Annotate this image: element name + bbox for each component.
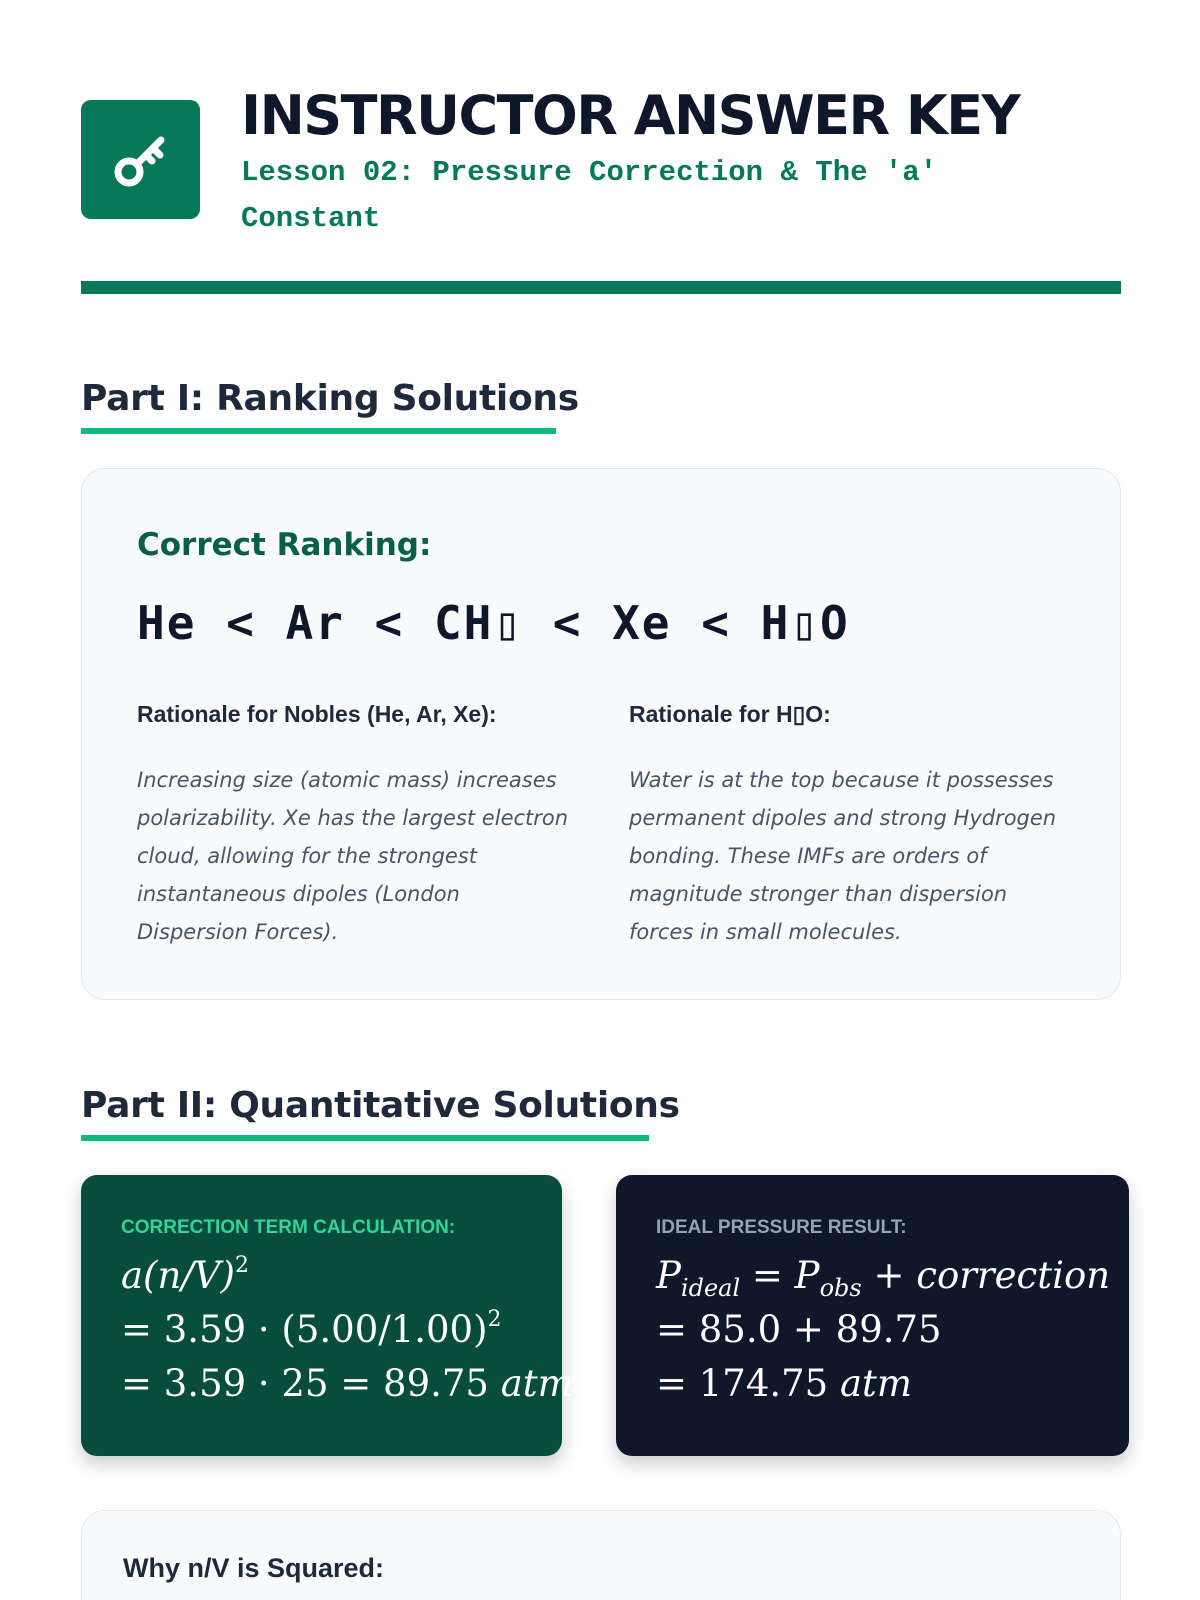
obs-subscript: obs — [819, 1274, 862, 1302]
correction-word: correction — [916, 1254, 1111, 1297]
correction-term-label: CORRECTION TERM CALCULATION: — [121, 1217, 456, 1238]
rationale-nobles — [137, 699, 577, 951]
section-title-part1: Part I: Ranking Solutions — [81, 378, 556, 434]
ranking-sequence: He < Ar < CH▯ < Xe < H▯O — [137, 596, 850, 650]
rationale-nobles-body: Increasing size (atomic mass) increases polarizability. Xe has the largest electron cloud, allowing for the strongest instantaneous dipoles (London Dispersion Forces). — [137, 768, 569, 944]
correction-exponent-2: 2 — [487, 1307, 502, 1332]
header-divider — [81, 281, 1121, 294]
ideal-line-3 — [656, 1357, 1089, 1411]
ideal-plus: + — [861, 1254, 917, 1297]
ranking-heading: Correct Ranking: — [137, 527, 432, 563]
ideal-pressure-label: IDEAL PRESSURE RESULT: — [656, 1217, 907, 1238]
why-squared-title: Why n/V is Squared: — [123, 1553, 385, 1583]
ranking-card — [81, 468, 1121, 1000]
rationale-water — [629, 699, 1069, 951]
correction-line-3 — [121, 1357, 573, 1411]
correction-result: = 3.59 · 25 = 89.75 — [121, 1362, 489, 1405]
page-header — [81, 84, 1121, 242]
section-title-part2: Part II: Quantitative Solutions — [81, 1085, 649, 1141]
obs-p-symbol: P — [794, 1254, 820, 1297]
correction-expr: a(n/V) — [121, 1254, 235, 1297]
ideal-equals: = — [740, 1254, 795, 1297]
ideal-line-2 — [656, 1303, 1089, 1357]
correction-substitution: = 3.59 · (5.00/1.00) — [121, 1308, 488, 1351]
header-text — [241, 84, 1019, 242]
ideal-pressure-math — [656, 1249, 1111, 1411]
rationale-nobles-title: Rationale for Nobles (He, Ar, Xe): — [137, 701, 497, 727]
page-title: INSTRUCTOR ANSWER KEY — [241, 84, 1020, 147]
ideal-p-symbol: P — [656, 1254, 681, 1297]
correction-term-math — [121, 1249, 573, 1411]
key-icon — [109, 128, 173, 192]
correction-unit: atm — [500, 1362, 573, 1405]
ideal-substitution: = 85.0 + 89.75 — [656, 1308, 942, 1351]
correction-line-2 — [121, 1303, 522, 1357]
correction-exponent: 2 — [234, 1253, 249, 1278]
ideal-subscript: ideal — [680, 1274, 741, 1302]
why-squared-card — [81, 1510, 1121, 1600]
key-badge — [81, 100, 200, 219]
lesson-subtitle: Lesson 02: Pressure Correction & The 'a' Constant — [241, 156, 938, 235]
correction-term-card — [81, 1175, 573, 1456]
ideal-line-1 — [656, 1249, 1111, 1303]
correction-line-1 — [121, 1249, 522, 1303]
rationale-water-body: Water is at the top because it possesses permanent dipoles and strong Hydrogen bonding. These IMFs are orders of magnitude stronger than dispersion forces in small molecules. — [629, 768, 1057, 944]
ideal-unit: atm — [840, 1362, 913, 1405]
ideal-result: = 174.75 — [656, 1362, 829, 1405]
rationale-water-title: Rationale for H▯O: — [629, 701, 831, 727]
ideal-pressure-card — [616, 1175, 1129, 1456]
